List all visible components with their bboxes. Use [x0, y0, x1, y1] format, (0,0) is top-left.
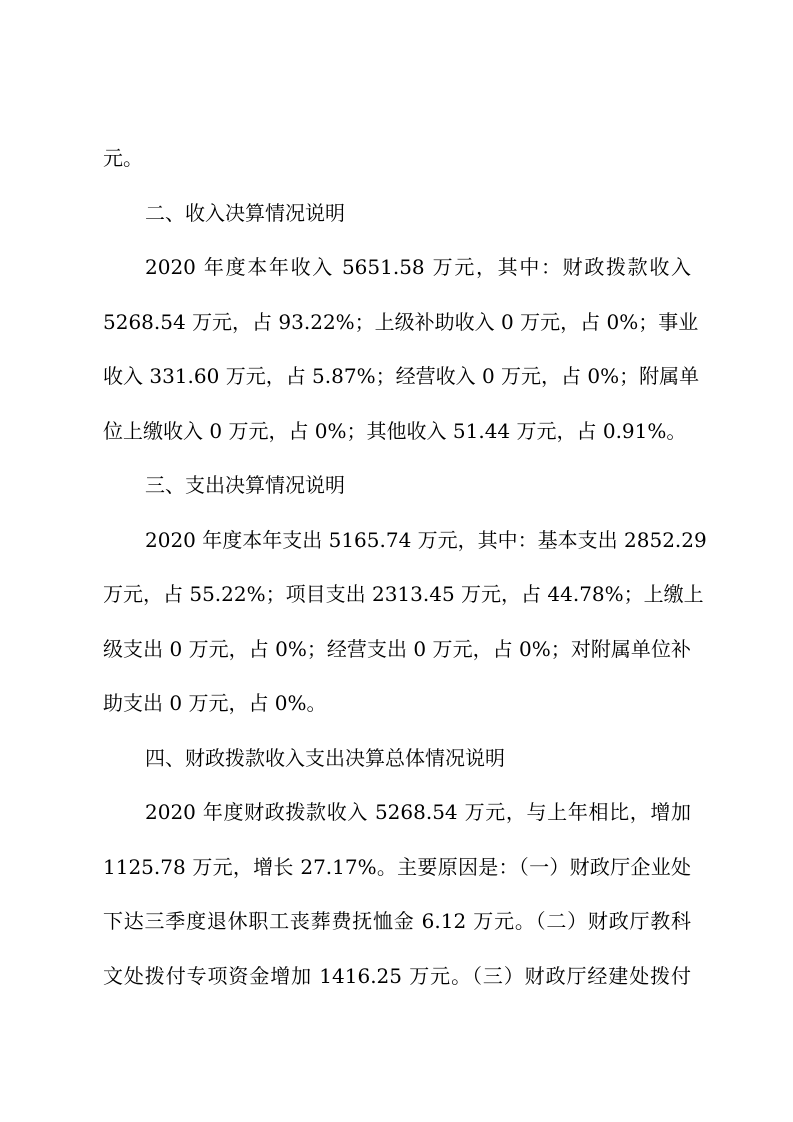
section-heading-expenditure: 三、支出决算情况说明: [145, 473, 345, 497]
expenditure-paragraph-line: 万元，占 55.22%；项目支出 2313.45 万元，占 44.78%；上缴上: [103, 582, 704, 606]
fiscal-paragraph-line: 1125.78 万元，增长 27.17%。主要原因是：（一）财政厅企业处: [103, 854, 691, 879]
income-paragraph-line: 收入 331.60 万元，占 5.87%；经营收入 0 万元，占 0%；附属单: [103, 364, 700, 388]
fiscal-paragraph-line: 2020 年度财政拨款收入 5268.54 万元，与上年相比，增加: [145, 800, 691, 824]
expenditure-paragraph-line: 级支出 0 万元，占 0%；经营支出 0 万元，占 0%；对附属单位补: [103, 636, 691, 661]
income-paragraph-line: 2020 年度本年收入 5651.58 万元，其中：财政拨款收入: [145, 255, 691, 279]
income-paragraph-line: 5268.54 万元，占 93.22%；上级补助收入 0 万元，占 0%；事业: [103, 309, 699, 334]
fiscal-paragraph-line: 下达三季度退休职工丧葬费抚恤金 6.12 万元。（二）财政厅教科: [103, 909, 691, 933]
continuation-line: 元。: [103, 146, 143, 170]
expenditure-paragraph-line: 2020 年度本年支出 5165.74 万元，其中：基本支出 2852.29: [145, 527, 707, 552]
expenditure-paragraph-line: 助支出 0 万元，占 0%。: [103, 691, 327, 715]
fiscal-paragraph-line: 文处拨付专项资金增加 1416.25 万元。（三）财政厅经建处拨付: [103, 963, 691, 988]
document-page: [103, 135, 707, 1007]
section-heading-fiscal-appropriation: 四、财政拨款收入支出决算总体情况说明: [145, 745, 505, 770]
section-heading-income: 二、收入决算情况说明: [145, 200, 345, 225]
income-paragraph-line: 位上缴收入 0 万元，占 0%；其他收入 51.44 万元，占 0.91%。: [103, 418, 687, 443]
